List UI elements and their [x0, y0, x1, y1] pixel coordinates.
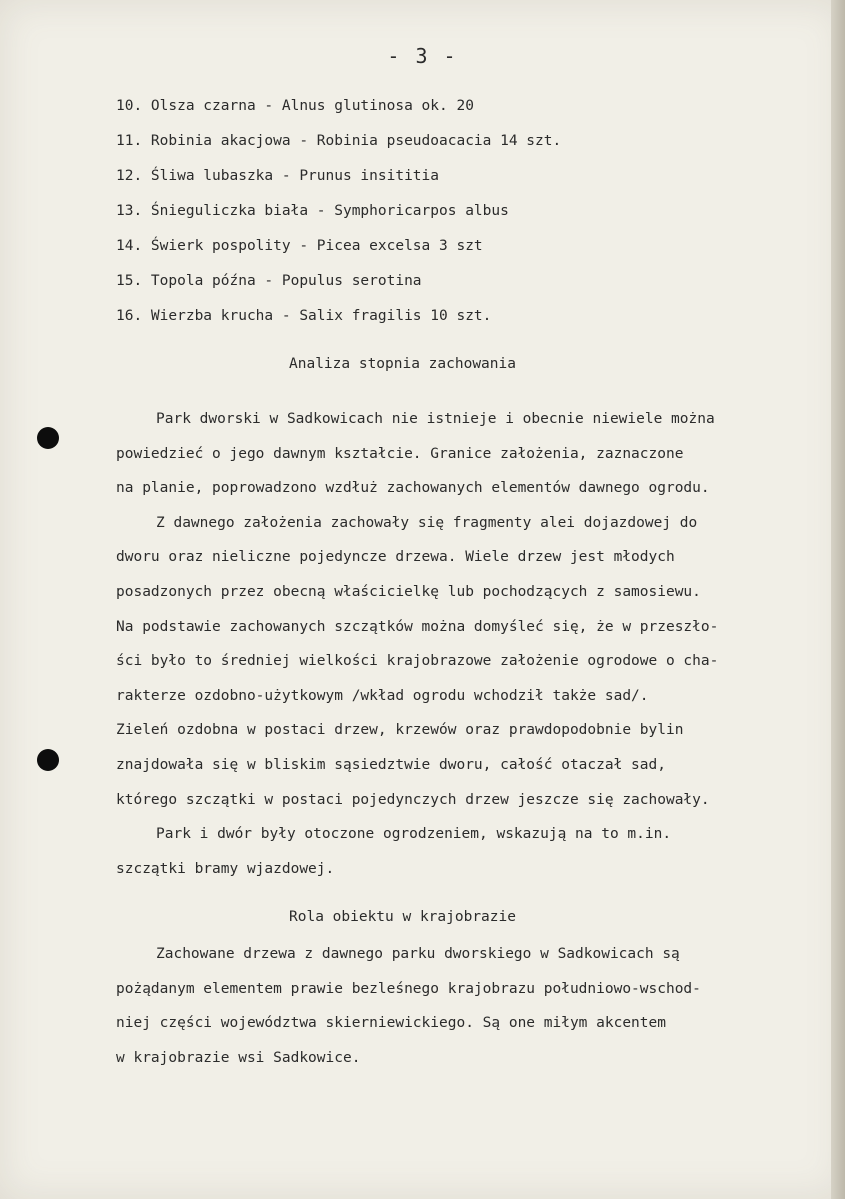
text-line: ści było to średniej wielkości krajobrazowe założenie ogrodowe o cha- — [116, 653, 719, 670]
text-line: Z dawnego założenia zachowały się fragmenty alei dojazdowej do — [156, 514, 698, 531]
punch-hole — [37, 427, 59, 449]
text-line: niej części województwa skierniewickiego. Są one miłym akcentem — [116, 1015, 666, 1032]
section-heading-analysis: Analiza stopnia zachowania — [289, 356, 516, 372]
punch-hole — [37, 749, 59, 771]
list-item: 11. Robinia akacjowa - Robinia pseudoacacia 14 szt. — [116, 133, 562, 149]
analysis-paragraph — [116, 407, 718, 891]
text-line: dworu oraz nieliczne pojedyncze drzewa. Wiele drzew jest młodych — [116, 549, 675, 566]
section-heading-landscape-role: Rola obiektu w krajobrazie — [289, 909, 516, 925]
text-line: Park dworski w Sadkowicach nie istnieje i obecnie niewiele można — [156, 411, 715, 427]
text-line: Zachowane drzewa z dawnego parku dworskiego w Sadkowicach są — [156, 946, 680, 962]
text-line: którego szczątki w postaci pojedynczych drzew jeszcze się zachowały. — [116, 791, 710, 808]
text-line: na planie, poprowadzono wzdłuż zachowanych elementów dawnego ogrodu. — [116, 480, 710, 497]
text-line: pożądanym elementem prawie bezleśnego krajobrazu południowo-wschod- — [116, 980, 701, 997]
page-number: - 3 - — [387, 44, 458, 68]
text-line: powiedzieć o jego dawnym kształcie. Granice założenia, zaznaczone — [116, 445, 684, 462]
list-item: 13. Śnieguliczka biała - Symphoricarpos albus — [116, 203, 509, 219]
list-item: 14. Świerk pospolity - Picea excelsa 3 szt — [116, 238, 483, 254]
text-line: Park i dwór były otoczone ogrodzeniem, wskazują na to m.in. — [156, 826, 672, 843]
list-item: 10. Olsza czarna - Alnus glutinosa ok. 20 — [116, 98, 474, 114]
list-item: 15. Topola późna - Populus serotina — [116, 273, 422, 289]
text-line: Zieleń ozdobna w postaci drzew, krzewów oraz prawdopodobnie bylin — [116, 722, 684, 739]
text-line: rakterze ozdobno-użytkowym /wkład ogrodu wchodził także sad/. — [116, 687, 649, 704]
page-edge — [831, 0, 845, 1199]
list-item: 12. Śliwa lubaszka - Prunus insititia — [116, 168, 440, 184]
text-line: w krajobrazie wsi Sadkowice. — [116, 1049, 361, 1066]
species-list — [116, 94, 561, 339]
text-line: szczątki bramy wjazdowej. — [116, 860, 335, 877]
text-line: Na podstawie zachowanych szczątków można domyśleć się, że w przeszło- — [116, 618, 719, 635]
landscape-paragraph — [116, 942, 701, 1080]
list-item: 16. Wierzba krucha - Salix fragilis 10 szt. — [116, 308, 492, 324]
text-line: znajdowała się w bliskim sąsiedztwie dworu, całość otaczał sad, — [116, 756, 666, 773]
text-line: posadzonych przez obecną właścicielkę lub pochodzących z samosiewu. — [116, 583, 701, 600]
